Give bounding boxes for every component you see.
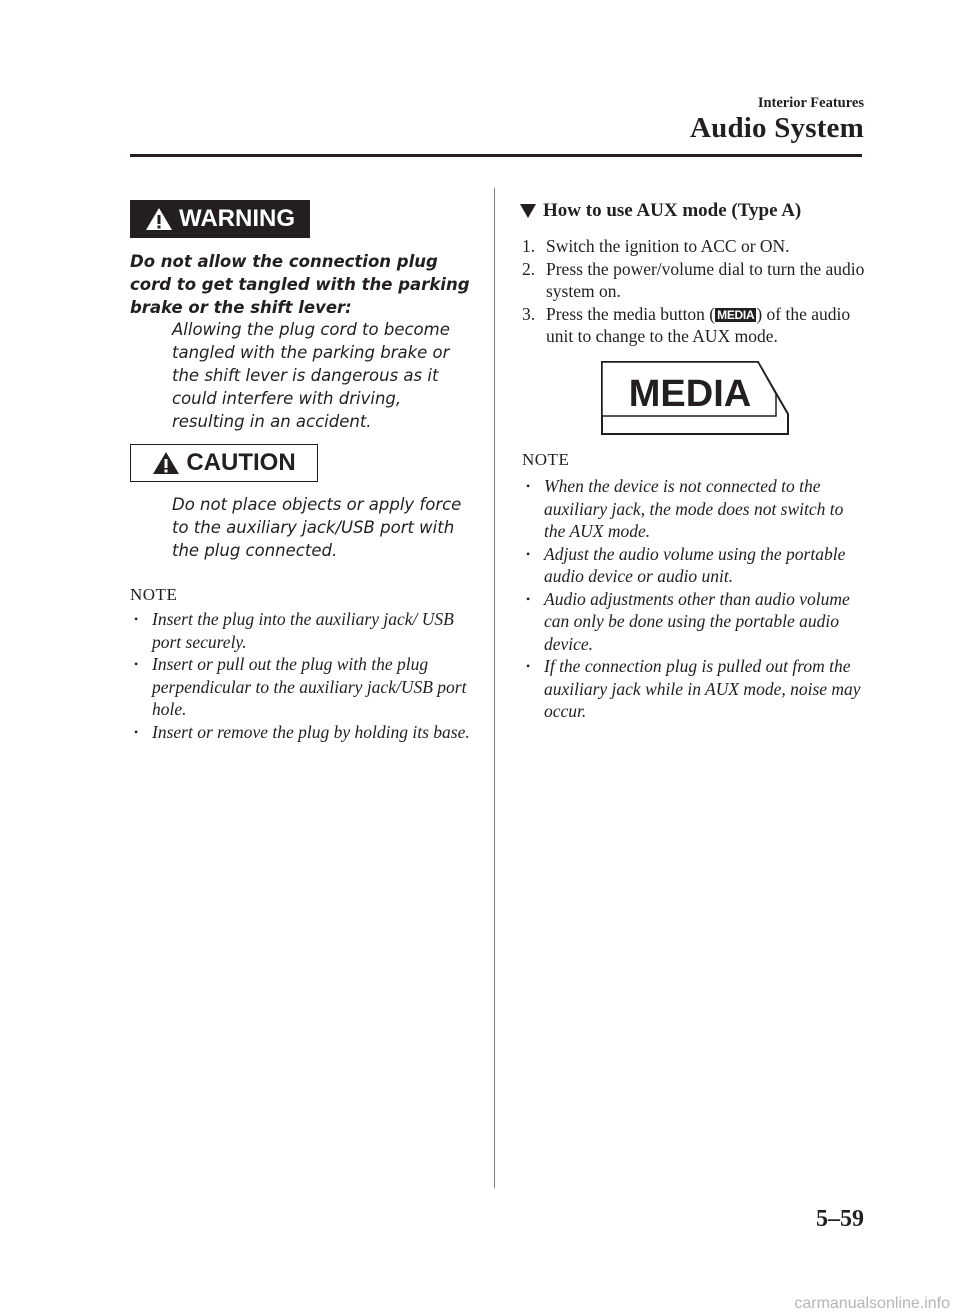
list-item	[130, 608, 475, 653]
list-item	[130, 721, 475, 744]
list-item	[130, 653, 475, 721]
note-text: Insert the plug into the auxiliary jack/ USB port securely.	[152, 609, 454, 652]
warning-heading: Do not allow the connection plug cord to get tangled with the parking brake or the shift lever:	[130, 252, 470, 317]
step-number: 1.	[522, 236, 536, 256]
bullet-icon: •	[526, 591, 531, 606]
caution-icon	[152, 451, 180, 475]
note-text: When the device is not connected to the auxiliary jack, the mode does not switch to the AUX mode.	[544, 476, 844, 541]
section-title: Audio System	[689, 112, 864, 144]
triangle-down-icon	[520, 204, 536, 218]
header-rule	[130, 154, 862, 157]
note-text: If the connection plug is pulled out from the auxiliary jack while in AUX mode, noise may occur.	[544, 656, 861, 721]
note-list	[130, 608, 475, 743]
step-number: 2.	[522, 258, 536, 279]
list-item	[522, 475, 867, 543]
step-text: Switch the ignition to ACC or ON.	[546, 236, 790, 256]
note-text: Adjust the audio volume using the portable audio device or audio unit.	[544, 543, 846, 586]
list-item	[522, 543, 867, 588]
note-text: Insert or remove the plug by holding its base.	[152, 721, 470, 742]
step-item	[522, 258, 867, 303]
step-item	[522, 235, 867, 258]
bullet-icon: •	[134, 612, 139, 626]
note-title: NOTE	[130, 585, 178, 604]
warning-icon	[145, 207, 173, 231]
step-number: 3.	[522, 303, 536, 324]
bullet-icon: •	[526, 479, 531, 493]
step-text: ) of the audio unit to change to the AUX mode.	[546, 303, 851, 346]
steps-list	[522, 235, 867, 348]
bullet-icon: •	[134, 657, 139, 671]
step-text: Press the media button (	[546, 303, 716, 324]
step-item	[522, 303, 867, 348]
caution-label	[130, 444, 318, 482]
media-button-graphic	[600, 360, 790, 436]
bullet-icon: •	[526, 659, 531, 673]
warning-label	[130, 200, 310, 238]
watermark: carmanualsonline.info	[794, 1295, 950, 1312]
media-button-label: MEDIA	[628, 373, 752, 415]
warning-label-text: WARNING	[179, 205, 295, 232]
note-text: Audio adjustments other than audio volume can only be done using the portable audio device.	[544, 588, 850, 654]
caution-label-text: CAUTION	[186, 449, 296, 476]
warning-body: Allowing the plug cord to become tangled with the parking brake or the shift lever is dangerous as it could interfere with driving, resulting in an accident.	[172, 320, 450, 431]
bullet-icon: •	[134, 724, 139, 739]
section-title-small: Interior Features	[757, 95, 864, 111]
list-item	[522, 655, 867, 723]
note-list	[522, 475, 867, 723]
caution-body: Do not place objects or apply force to the auxiliary jack/USB port with the plug connected.	[172, 495, 462, 560]
bullet-icon: •	[526, 546, 531, 561]
note-title: NOTE	[522, 450, 570, 469]
aux-heading	[520, 200, 801, 222]
page-number: 5–59	[816, 1206, 864, 1232]
media-button-icon: MEDIA	[717, 307, 755, 322]
list-item	[522, 588, 867, 656]
step-text: Press the power/volume dial to turn the audio system on.	[546, 258, 865, 301]
column-divider	[494, 188, 495, 1188]
aux-heading-text: How to use AUX mode (Type A)	[543, 200, 802, 221]
note-text: Insert or pull out the plug with the plug perpendicular to the auxiliary jack/USB port hole.	[152, 654, 467, 719]
